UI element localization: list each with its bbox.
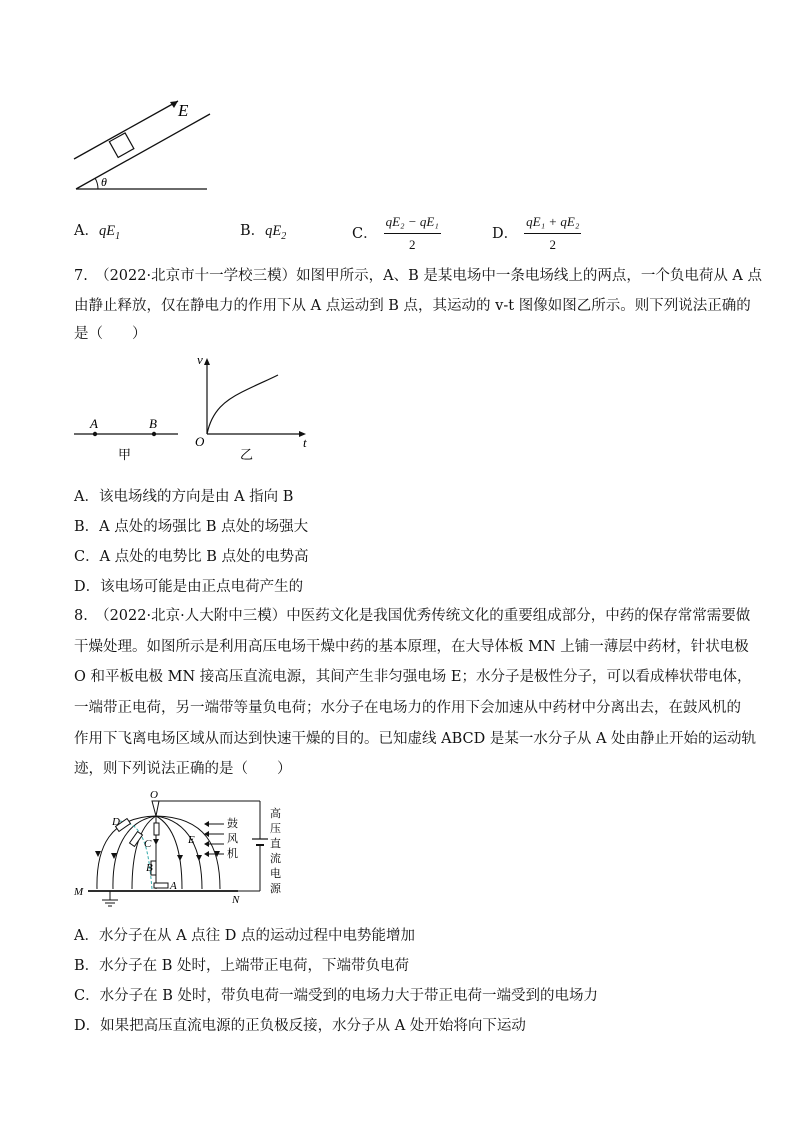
- caption-jia: 甲: [118, 447, 132, 462]
- q8-option-d: D．如果把高压直流电源的正负极反接，水分子从 A 处开始将向下运动: [74, 1018, 526, 1034]
- label-o: O: [150, 789, 158, 801]
- origin-label: O: [195, 434, 205, 449]
- q7-option-c: C．A 点处的电势比 B 点处的电势高: [74, 549, 309, 565]
- incline-figure: [70, 96, 220, 196]
- axis-v-label: v: [197, 352, 203, 367]
- q8-text-line: 迹，则下列说法正确的是（ ）: [74, 761, 292, 777]
- point-a-label: A: [90, 416, 98, 431]
- q6-option-d: D． $\frac{\text{qE₁ + qE₂}}{2}$: [492, 212, 581, 255]
- q7-option-b: B．A 点处的场强比 B 点处的场强大: [74, 519, 309, 535]
- q7-text-line: 由静止释放，仅在静电力的作用下从 A 点运动到 B 点，其运动的 v-t 图像如图乙所示。则下列说法正确的: [74, 298, 751, 314]
- q7-option-a: A．该电场线的方向是由 A 指向 B: [74, 489, 294, 505]
- field-line-figure: [70, 348, 320, 468]
- q8-text-line: 干燥处理。如图所示是利用高压电场干燥中药的基本原理，在大导体板 MN 上铺一薄层中药材，针状电极: [74, 639, 749, 655]
- q8-text-line: O 和平板电极 MN 接高压直流电源，其间产生非匀强电场 E；水分子是极性分子，可以看成棒状带电体，: [74, 669, 752, 685]
- label-c: C: [144, 838, 152, 850]
- q8-option-a: A．水分子在从 A 点往 D 点的运动过程中电势能增加: [74, 928, 416, 944]
- label-d: D: [112, 816, 120, 828]
- label-a: A: [170, 880, 177, 892]
- q8-option-c: C．水分子在 B 处时，带负电荷一端受到的电场力大于带正电荷一端受到的电场力: [74, 988, 598, 1004]
- q7-text-line: 是（ ）: [74, 326, 147, 342]
- label-b: B: [146, 862, 153, 874]
- point-b-label: B: [149, 416, 157, 431]
- q6-option-b: B．$qE_2$: [240, 223, 287, 242]
- label-n: N: [232, 894, 240, 906]
- fraction: $\frac{\text{qE₂ − qE₁}}{2}$: [385, 214, 439, 252]
- q6-option-c: C． $\frac{\text{qE₂ − qE₁}}{2}$: [352, 212, 441, 255]
- q6-option-a: A．$qE_1$: [74, 223, 121, 242]
- q8-text-line: 作用下飞离电场区域从而达到快速干燥的目的。已知虚线 ABCD 是某一水分子从 A 处由静止开始的运动轨: [74, 731, 757, 747]
- blower-label: 鼓 风 机: [227, 818, 238, 860]
- axis-t-label: t: [303, 435, 307, 450]
- q7-text-line: 7. （2022·北京市十一学校三模）如图甲所示，A、B 是某电场中一条电场线上的两点，一个负电荷从 A 点: [74, 268, 763, 284]
- field-label: E: [178, 101, 189, 120]
- q8-option-b: B．水分子在 B 处时，上端带正电荷，下端带负电荷: [74, 958, 410, 974]
- power-supply-label: 高 压 直 流 电 源: [270, 808, 281, 895]
- label-e: E: [188, 834, 195, 846]
- q8-text-line: 8. （2022·北京·人大附中三模）中医药文化是我国优秀传统文化的重要组成部分，中药的保存常常需要做: [74, 608, 751, 624]
- label-m: M: [74, 886, 84, 898]
- q7-option-d: D．该电场可能是由正点电荷产生的: [74, 579, 304, 595]
- angle-label: θ: [101, 175, 107, 189]
- caption-yi: 乙: [240, 447, 254, 462]
- q8-text-line: 一端带正电荷，另一端带等量负电荷；水分子在电场力的作用下会加速从中药材中分离出去，在鼓风机的: [74, 700, 741, 716]
- fraction: $\frac{\text{qE₁ + qE₂}}{2}$: [526, 214, 580, 252]
- drying-apparatus-figure: [70, 787, 300, 919]
